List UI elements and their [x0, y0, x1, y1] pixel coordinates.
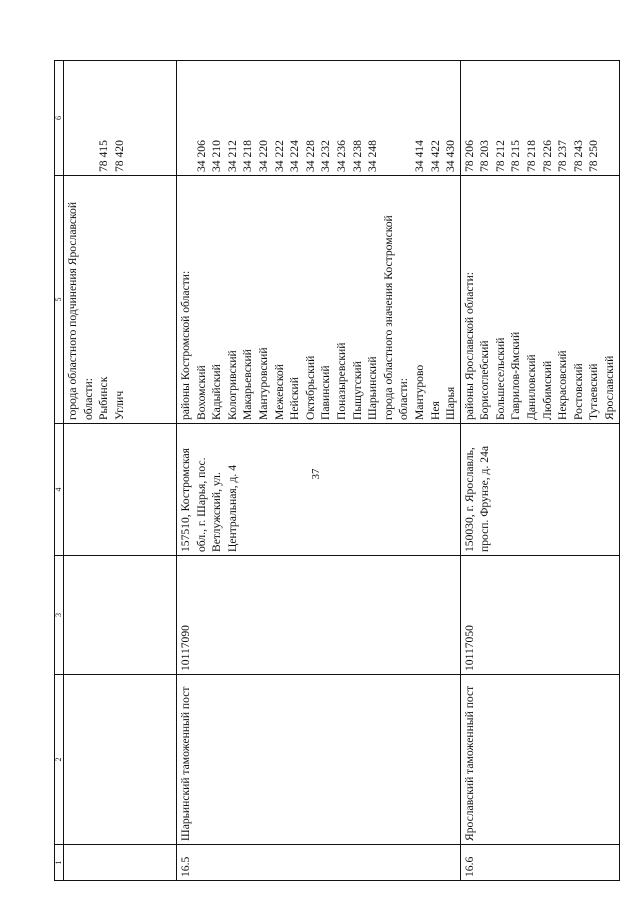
cell-okato	[64, 61, 177, 176]
region-line: Большесельский	[493, 337, 507, 420]
cell-regions	[460, 176, 619, 424]
region-line: районы Ярославской области:	[462, 271, 476, 420]
cell-regions	[64, 176, 177, 424]
column-header-2: 2	[55, 675, 64, 845]
region-line: Мантурово	[412, 364, 426, 420]
page-number: 37	[310, 468, 322, 480]
region-line: Борисоглебский	[478, 340, 492, 420]
region-line: Любимский	[540, 360, 554, 420]
okato-line: 34 222	[272, 140, 286, 172]
post-code: 10117090	[179, 625, 192, 671]
region-line: Даниловский	[525, 354, 539, 420]
okato-line: 34 206	[194, 140, 208, 172]
okato-line: 78 203	[478, 140, 492, 172]
cell-num: 16.5	[177, 845, 461, 881]
okato-line: 34 232	[319, 140, 333, 172]
cell-okato	[460, 61, 619, 176]
cell-code	[64, 556, 177, 675]
column-header-3: 3	[55, 556, 64, 675]
okato-line	[178, 64, 194, 172]
region-line: Шарьинский	[366, 356, 380, 420]
okato-line: 78 218	[525, 140, 539, 172]
region-line: Павинский	[319, 365, 333, 420]
okato-line	[602, 64, 618, 172]
column-number-row	[55, 61, 64, 881]
okato-line: 78 215	[509, 140, 523, 172]
region-line: Кологривский	[225, 350, 239, 420]
region-line: области:	[81, 378, 95, 420]
region-line: Нея	[428, 401, 442, 420]
region-line: Межевской	[272, 364, 286, 420]
post-code: 10117050	[462, 625, 476, 671]
region-line: города областного значения Костромской	[381, 215, 395, 420]
cell-okato	[177, 61, 461, 176]
okato-line	[65, 64, 81, 172]
column-header-4: 4	[55, 424, 64, 556]
customs-posts-table	[54, 60, 620, 881]
region-line: Углич	[112, 390, 126, 420]
cell-code	[177, 556, 461, 675]
okato-line: 34 212	[225, 140, 239, 172]
region-line: Ярославский	[603, 355, 617, 420]
cell-address	[460, 424, 619, 556]
region-line: Некрасовский	[556, 350, 570, 420]
okato-line: 78 243	[571, 140, 585, 172]
post-name: Шарьинский таможенный пост	[179, 686, 192, 841]
cell-name	[177, 675, 461, 845]
region-line: Пыщугский	[350, 361, 364, 420]
region-line: Рыбинск	[97, 376, 111, 420]
okato-line: 34 224	[288, 140, 302, 172]
okato-line: 34 220	[256, 140, 270, 172]
okato-line: 34 414	[412, 140, 426, 172]
cell-address	[177, 424, 461, 556]
okato-line: 34 218	[241, 140, 255, 172]
cell-regions	[177, 176, 461, 424]
okato-line: 78 250	[587, 140, 601, 172]
region-line: Гаврилов-Ямский	[509, 331, 523, 420]
post-name: Ярославский таможенный пост	[462, 685, 476, 841]
okato-line: 34 422	[428, 140, 442, 172]
region-line: Поназыревский	[334, 342, 348, 420]
region-line: Ростовский	[571, 363, 585, 420]
table-row	[177, 61, 461, 881]
okato-line: 34 238	[350, 140, 364, 172]
region-line: Макарьевский	[241, 349, 255, 420]
cell-name	[460, 675, 619, 845]
region-line: районы Костромской области:	[179, 270, 192, 420]
okato-line: 34 248	[366, 140, 380, 172]
okato-line: 78 226	[540, 140, 554, 172]
okato-line: 78 420	[112, 140, 126, 172]
okato-line: 78 212	[493, 140, 507, 172]
okato-line: 78 206	[462, 140, 476, 172]
region-line: Кадыйский	[210, 364, 224, 420]
cell-address	[64, 424, 177, 556]
okato-line: 34 236	[334, 140, 348, 172]
region-line: Октябрьский	[303, 355, 317, 420]
rotated-table-container	[54, 61, 617, 881]
okato-line: 78 237	[556, 140, 570, 172]
column-header-6: 6	[55, 61, 64, 176]
region-line: Тутаевский	[587, 363, 601, 420]
okato-line: 34 210	[210, 140, 224, 172]
continuation-row	[64, 61, 177, 881]
region-line: Нейский	[288, 377, 302, 420]
region-line: Шарья	[444, 386, 458, 420]
post-address: 150030, г. Ярославль, просп. Фрунзе, д. 24а	[462, 446, 492, 552]
region-line: Вохомский	[194, 365, 208, 420]
okato-line: 34 228	[303, 140, 317, 172]
region-line: города областного подчинения Ярославской	[66, 201, 79, 420]
table-row	[460, 61, 619, 881]
column-header-1: 1	[55, 845, 64, 881]
okato-line: 78 415	[97, 140, 111, 172]
cell-code	[460, 556, 619, 675]
column-header-5: 5	[55, 176, 64, 424]
okato-line	[381, 64, 397, 172]
region-line: Мантуровский	[256, 347, 270, 420]
cell-num: 16.6	[460, 845, 619, 881]
okato-line	[396, 64, 412, 172]
post-address: 157510, Костромская обл., г. Шарья, пос. Ветлужский, ул. Центральная, д. 4	[179, 448, 239, 552]
okato-line	[81, 64, 97, 172]
cell-num	[64, 845, 177, 881]
region-line: области:	[397, 378, 411, 420]
cell-name	[64, 675, 177, 845]
okato-line: 34 430	[444, 140, 458, 172]
